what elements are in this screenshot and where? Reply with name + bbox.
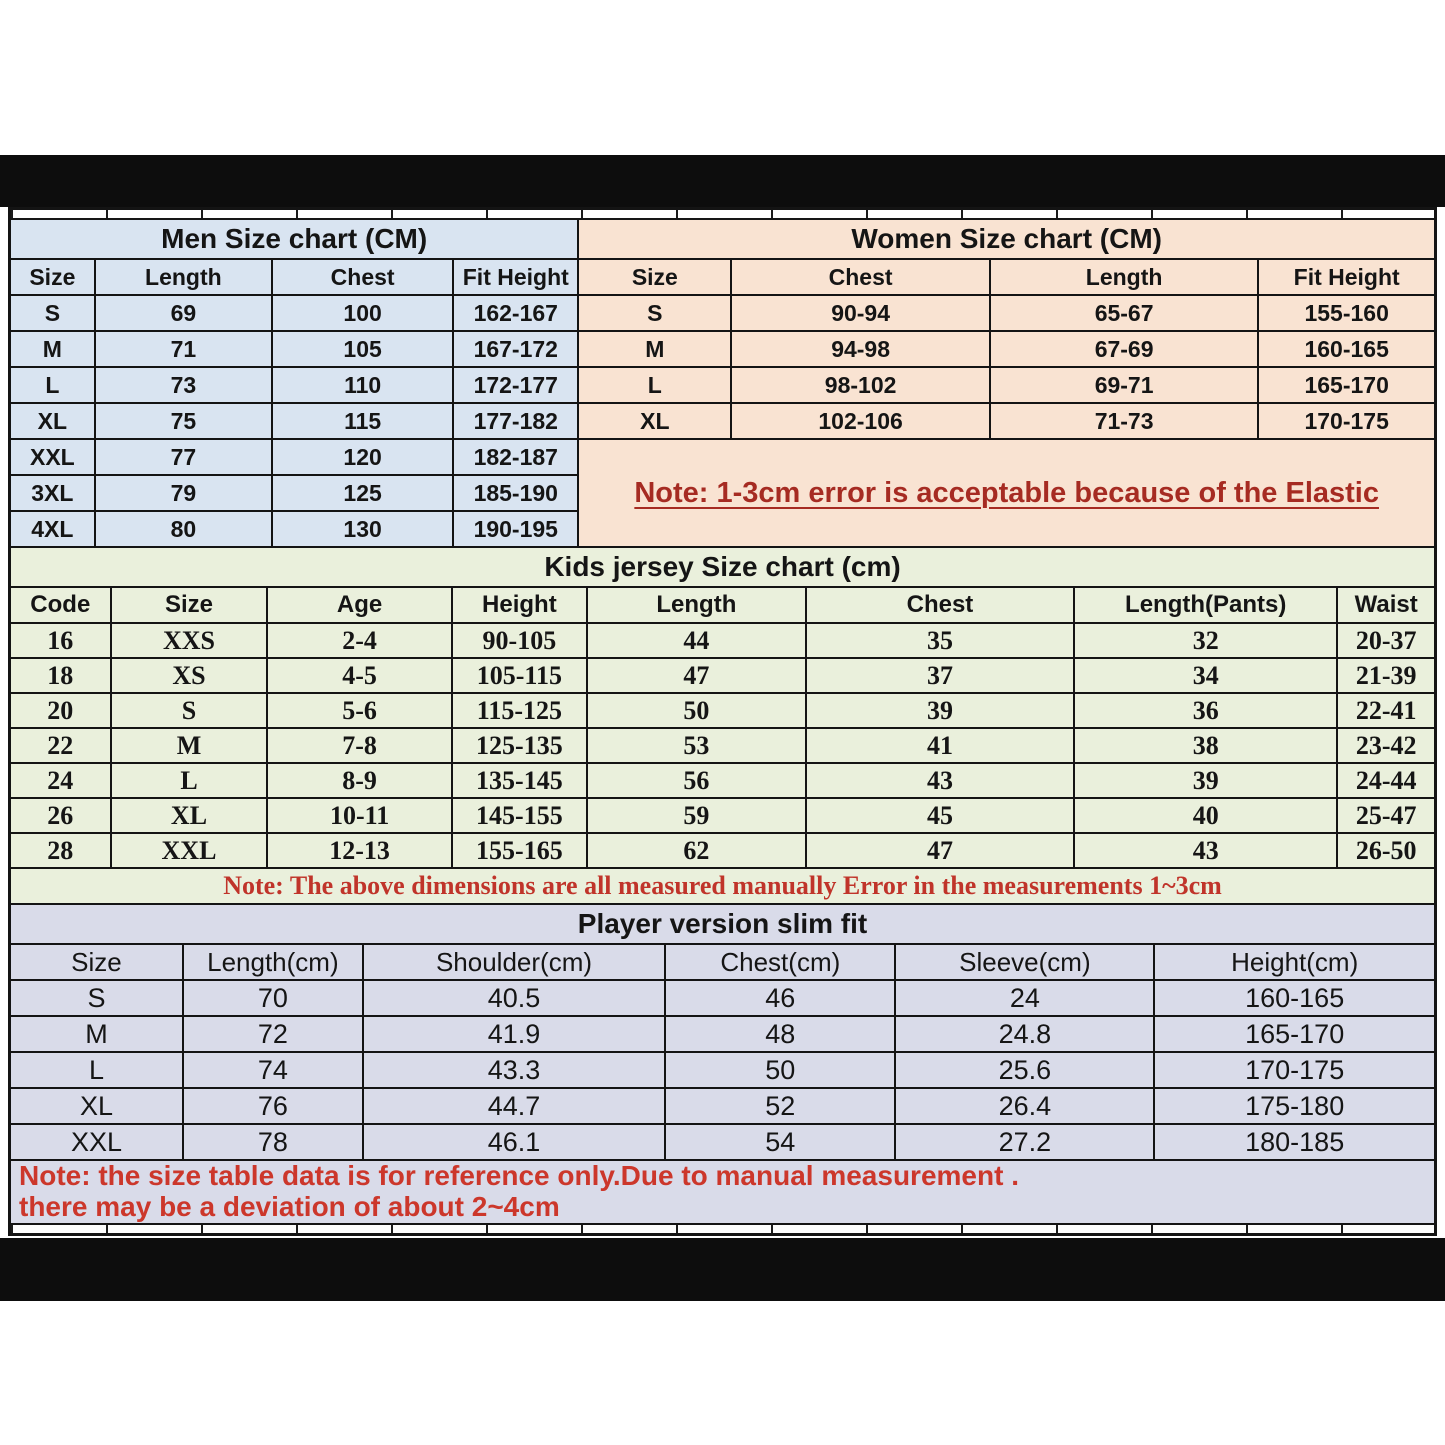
table-cell: 115 xyxy=(273,404,452,438)
table-cell: 50 xyxy=(666,1053,894,1087)
table-cell: L xyxy=(11,1053,182,1087)
table-cell: 43 xyxy=(807,764,1073,797)
table-cell: 105-115 xyxy=(453,659,586,692)
table-row xyxy=(11,1053,1434,1087)
table-cell: M xyxy=(112,729,267,762)
table-row xyxy=(11,1017,1434,1051)
table-cell: 40.5 xyxy=(364,981,664,1015)
table-cell: 24 xyxy=(896,981,1153,1015)
table-cell: 160-165 xyxy=(1155,981,1434,1015)
table-cell: 5-6 xyxy=(268,694,450,727)
table-cell: 26-50 xyxy=(1338,834,1434,867)
table-cell: 22-41 xyxy=(1338,694,1434,727)
table-cell: 71-73 xyxy=(991,404,1257,438)
table-cell: S xyxy=(579,296,730,330)
player-version-title: Player version slim fit xyxy=(11,905,1434,943)
table-cell: 167-172 xyxy=(454,332,577,366)
table-cell: 8-9 xyxy=(268,764,450,797)
table-cell: 165-170 xyxy=(1259,368,1434,402)
table-cell: 12-13 xyxy=(268,834,450,867)
table-cell: 75 xyxy=(96,404,271,438)
table-cell: L xyxy=(11,368,94,402)
column-header: Size xyxy=(11,945,182,979)
table-cell: 45 xyxy=(807,799,1073,832)
table-cell: S xyxy=(11,296,94,330)
table-cell: XL xyxy=(579,404,730,438)
table-cell: 175-180 xyxy=(1155,1089,1434,1123)
table-cell: 76 xyxy=(184,1089,362,1123)
table-cell: 130 xyxy=(273,512,452,546)
table-row xyxy=(579,332,1434,366)
table-row xyxy=(11,476,577,510)
table-row xyxy=(11,332,577,366)
table-cell: 46 xyxy=(666,981,894,1015)
bottom-black-band xyxy=(0,1238,1445,1301)
bottom-note-line-1: Note: the size table data is for reference only.Due to manual measurement . xyxy=(19,1160,1019,1192)
table-cell: 26 xyxy=(11,799,110,832)
grid-strip-bottom xyxy=(11,1225,1434,1233)
table-header-row xyxy=(11,588,1434,622)
table-cell: 53 xyxy=(588,729,805,762)
table-cell: 62 xyxy=(588,834,805,867)
table-row xyxy=(11,624,1434,657)
table-cell: 170-175 xyxy=(1259,404,1434,438)
table-cell: 105 xyxy=(273,332,452,366)
table-row xyxy=(11,799,1434,832)
column-header: Height(cm) xyxy=(1155,945,1434,979)
table-cell: 56 xyxy=(588,764,805,797)
table-cell: 180-185 xyxy=(1155,1125,1434,1159)
table-cell: 77 xyxy=(96,440,271,474)
table-row xyxy=(11,981,1434,1015)
table-header-row xyxy=(579,260,1434,294)
column-header: Length xyxy=(588,588,805,622)
men-size-chart-section xyxy=(11,220,577,546)
table-row xyxy=(11,404,577,438)
grid-strip-top xyxy=(11,210,1434,218)
table-cell: 52 xyxy=(666,1089,894,1123)
column-header: Fit Height xyxy=(454,260,577,294)
table-row xyxy=(11,368,577,402)
table-cell: 34 xyxy=(1075,659,1336,692)
men-women-tables xyxy=(11,220,1434,546)
table-cell: 4-5 xyxy=(268,659,450,692)
table-cell: 79 xyxy=(96,476,271,510)
table-cell: 125-135 xyxy=(453,729,586,762)
table-cell: M xyxy=(579,332,730,366)
table-cell: 41.9 xyxy=(364,1017,664,1051)
table-cell: 24 xyxy=(11,764,110,797)
table-cell: 115-125 xyxy=(453,694,586,727)
table-row xyxy=(11,512,577,546)
table-cell: XXS xyxy=(112,624,267,657)
table-cell: 32 xyxy=(1075,624,1336,657)
table-cell: 67-69 xyxy=(991,332,1257,366)
table-cell: 24-44 xyxy=(1338,764,1434,797)
column-header: Size xyxy=(579,260,730,294)
column-header: Chest xyxy=(273,260,452,294)
table-cell: 2-4 xyxy=(268,624,450,657)
kids-size-chart-title: Kids jersey Size chart (cm) xyxy=(11,548,1434,586)
table-header-row xyxy=(11,945,1434,979)
table-cell: S xyxy=(11,981,182,1015)
table-row xyxy=(579,368,1434,402)
table-row xyxy=(11,1089,1434,1123)
column-header: Sleeve(cm) xyxy=(896,945,1153,979)
table-cell: 44 xyxy=(588,624,805,657)
table-cell: XL xyxy=(11,1089,182,1123)
table-cell: 182-187 xyxy=(454,440,577,474)
table-cell: 78 xyxy=(184,1125,362,1159)
table-cell: 98-102 xyxy=(732,368,989,402)
table-cell: L xyxy=(579,368,730,402)
table-cell: 100 xyxy=(273,296,452,330)
column-header: Length xyxy=(991,260,1257,294)
table-cell: 155-160 xyxy=(1259,296,1434,330)
column-header: Size xyxy=(11,260,94,294)
table-cell: 40 xyxy=(1075,799,1336,832)
table-cell: 165-170 xyxy=(1155,1017,1434,1051)
women-size-chart-section xyxy=(579,220,1434,546)
column-header: Length(Pants) xyxy=(1075,588,1336,622)
table-cell: XL xyxy=(11,404,94,438)
player-version-section xyxy=(11,905,1434,1159)
column-header: Code xyxy=(11,588,110,622)
table-cell: 25.6 xyxy=(896,1053,1153,1087)
table-cell: 21-39 xyxy=(1338,659,1434,692)
table-cell: 190-195 xyxy=(454,512,577,546)
table-cell: 38 xyxy=(1075,729,1336,762)
table-cell: 43 xyxy=(1075,834,1336,867)
table-cell: 39 xyxy=(1075,764,1336,797)
table-cell: 120 xyxy=(273,440,452,474)
table-cell: 155-165 xyxy=(453,834,586,867)
table-cell: 135-145 xyxy=(453,764,586,797)
table-cell: 69-71 xyxy=(991,368,1257,402)
column-header: Chest xyxy=(732,260,989,294)
table-row xyxy=(11,440,577,474)
table-cell: 102-106 xyxy=(732,404,989,438)
table-cell: 47 xyxy=(807,834,1073,867)
table-cell: 39 xyxy=(807,694,1073,727)
table-cell: 35 xyxy=(807,624,1073,657)
table-cell: 80 xyxy=(96,512,271,546)
table-row xyxy=(11,764,1434,797)
table-cell: 71 xyxy=(96,332,271,366)
table-cell: 10-11 xyxy=(268,799,450,832)
table-cell: 22 xyxy=(11,729,110,762)
table-cell: 74 xyxy=(184,1053,362,1087)
table-cell: M xyxy=(11,1017,182,1051)
table-row xyxy=(11,694,1434,727)
table-cell: 24.8 xyxy=(896,1017,1153,1051)
table-cell: 70 xyxy=(184,981,362,1015)
table-cell: 43.3 xyxy=(364,1053,664,1087)
table-row xyxy=(11,1125,1434,1159)
table-row xyxy=(11,834,1434,867)
size-chart-sheet xyxy=(8,207,1437,1236)
column-header: Age xyxy=(268,588,450,622)
table-cell: 23-42 xyxy=(1338,729,1434,762)
table-cell: 73 xyxy=(96,368,271,402)
women-note-cell xyxy=(579,440,1434,546)
table-cell: 145-155 xyxy=(453,799,586,832)
player-version-table xyxy=(11,945,1434,1159)
table-cell: 125 xyxy=(273,476,452,510)
table-cell: S xyxy=(112,694,267,727)
table-row xyxy=(11,659,1434,692)
table-cell: 185-190 xyxy=(454,476,577,510)
table-cell: 26.4 xyxy=(896,1089,1153,1123)
table-row xyxy=(579,296,1434,330)
table-cell: 54 xyxy=(666,1125,894,1159)
table-cell: 172-177 xyxy=(454,368,577,402)
table-cell: 170-175 xyxy=(1155,1053,1434,1087)
table-cell: XXL xyxy=(11,1125,182,1159)
table-row xyxy=(579,404,1434,438)
table-cell: 50 xyxy=(588,694,805,727)
table-cell: 25-47 xyxy=(1338,799,1434,832)
table-cell: XXL xyxy=(112,834,267,867)
table-cell: 37 xyxy=(807,659,1073,692)
kids-size-chart-section xyxy=(11,548,1434,903)
table-cell: 90-105 xyxy=(453,624,586,657)
table-row xyxy=(11,296,577,330)
table-cell: M xyxy=(11,332,94,366)
table-cell: 41 xyxy=(807,729,1073,762)
column-header: Waist xyxy=(1338,588,1434,622)
column-header: Fit Height xyxy=(1259,260,1434,294)
table-header-row xyxy=(11,260,577,294)
women-size-chart-table xyxy=(579,260,1434,438)
column-header: Length xyxy=(96,260,271,294)
women-note-text: Note: 1-3cm error is acceptable because of the Elastic xyxy=(634,476,1379,509)
table-cell: 7-8 xyxy=(268,729,450,762)
table-cell: 46.1 xyxy=(364,1125,664,1159)
table-cell: 28 xyxy=(11,834,110,867)
table-cell: 177-182 xyxy=(454,404,577,438)
table-cell: XXL xyxy=(11,440,94,474)
women-size-chart-title: Women Size chart (CM) xyxy=(579,220,1434,258)
top-black-band xyxy=(0,155,1445,207)
table-cell: 94-98 xyxy=(732,332,989,366)
table-cell: 69 xyxy=(96,296,271,330)
table-cell: 48 xyxy=(666,1017,894,1051)
table-cell: 20 xyxy=(11,694,110,727)
table-cell: 72 xyxy=(184,1017,362,1051)
table-cell: L xyxy=(112,764,267,797)
table-row xyxy=(11,729,1434,762)
table-cell: 16 xyxy=(11,624,110,657)
table-cell: 90-94 xyxy=(732,296,989,330)
table-cell: XS xyxy=(112,659,267,692)
table-cell: 47 xyxy=(588,659,805,692)
table-cell: 4XL xyxy=(11,512,94,546)
bottom-note-line-2: there may be a deviation of about 2~4cm xyxy=(19,1191,560,1222)
table-cell: 65-67 xyxy=(991,296,1257,330)
table-cell: 20-37 xyxy=(1338,624,1434,657)
table-cell: 36 xyxy=(1075,694,1336,727)
table-cell: 3XL xyxy=(11,476,94,510)
column-header: Length(cm) xyxy=(184,945,362,979)
column-header: Chest xyxy=(807,588,1073,622)
table-cell: 18 xyxy=(11,659,110,692)
table-cell: XL xyxy=(112,799,267,832)
table-cell: 27.2 xyxy=(896,1125,1153,1159)
column-header: Chest(cm) xyxy=(666,945,894,979)
table-cell: 44.7 xyxy=(364,1089,664,1123)
men-size-chart-table xyxy=(11,260,577,546)
column-header: Height xyxy=(453,588,586,622)
men-size-chart-title: Men Size chart (CM) xyxy=(11,220,577,258)
kids-note-text: Note: The above dimensions are all measured manually Error in the measurements 1~3cm xyxy=(11,869,1434,903)
table-cell: 110 xyxy=(273,368,452,402)
column-header: Size xyxy=(112,588,267,622)
table-cell: 162-167 xyxy=(454,296,577,330)
kids-size-chart-table xyxy=(11,588,1434,867)
table-cell: 160-165 xyxy=(1259,332,1434,366)
table-cell: 59 xyxy=(588,799,805,832)
bottom-note-cell xyxy=(11,1161,1434,1223)
column-header: Shoulder(cm) xyxy=(364,945,664,979)
